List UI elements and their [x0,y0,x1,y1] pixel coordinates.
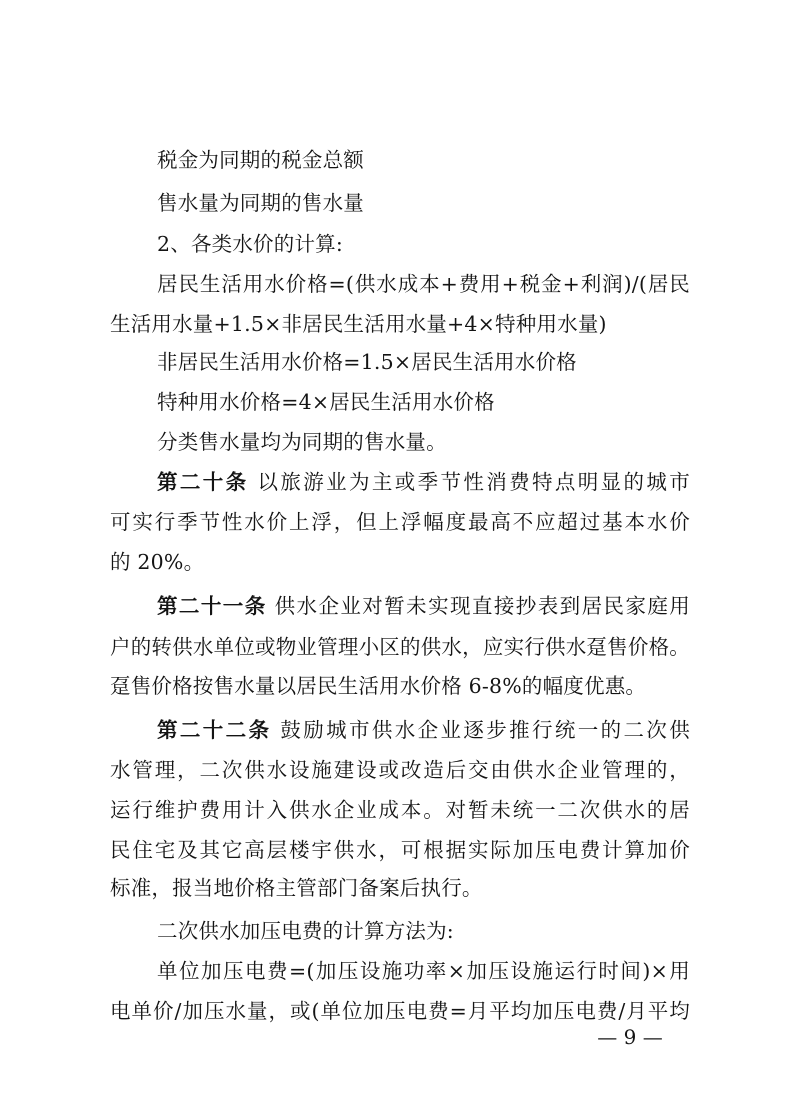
text-line: 户的转供水单位或物业管理小区的供水，应实行供水趸售价格。 [110,635,690,659]
article-20-first-line: 第二十条 以旅游业为主或季节性消费特点明显的城市 [157,470,690,494]
page-number: — 9 — [597,1025,663,1049]
text-line: 标准，报当地价格主管部门备案后执行。 [110,876,483,900]
text-line: 民住宅及其它高层楼宇供水，可根据实际加压电费计算加价 [110,838,690,862]
text-line: 水管理，二次供水设施建设或改造后交由供水企业管理的， [110,758,690,782]
text-line: 可实行季节性水价上浮，但上浮幅度最高不应超过基本水价 [110,510,690,534]
text-line: 生活用水量+1.5×非居民生活用水量+4×特种用水量) [110,312,607,336]
article-21-first-line: 第二十一条 供水企业对暂未实现直接抄表到居民家庭用 [157,594,690,618]
text-line: 的 20%。 [110,550,205,574]
text-line: 运行维护费用计入供水企业成本。对暂未统一二次供水的居 [110,798,690,822]
text-line: 单位加压电费=(加压设施功率×加压设施运行时间)×用 [157,959,690,983]
text-line: 二次供水加压电费的计算方法为: [157,919,454,943]
text-line: 非居民生活用水价格=1.5×居民生活用水价格 [157,350,577,374]
text-line: 售水量为同期的售水量 [157,191,364,215]
article-22-first-line: 第二十二条 鼓励城市供水企业逐步推行统一的二次供 [157,718,691,742]
article-label: 第二十二条 [157,718,272,742]
article-label: 第二十一条 [157,594,267,618]
text-line: 分类售水量均为同期的售水量。 [157,430,447,454]
text-line: 特种用水价格=4×居民生活用水价格 [157,390,495,414]
text-line: 电单价/加压水量，或(单位加压电费=月平均加压电费/月平均 [110,999,690,1023]
text-line: 2、各类水价的计算: [157,232,343,256]
text-line: 居民生活用水价格=(供水成本+费用+税金+利润)/(居民 [157,272,690,296]
text-line: 趸售价格按售水量以居民生活用水价格 6-8%的幅度优惠。 [110,674,647,698]
text-line: 税金为同期的税金总额 [157,148,364,172]
article-label: 第二十条 [157,470,249,494]
